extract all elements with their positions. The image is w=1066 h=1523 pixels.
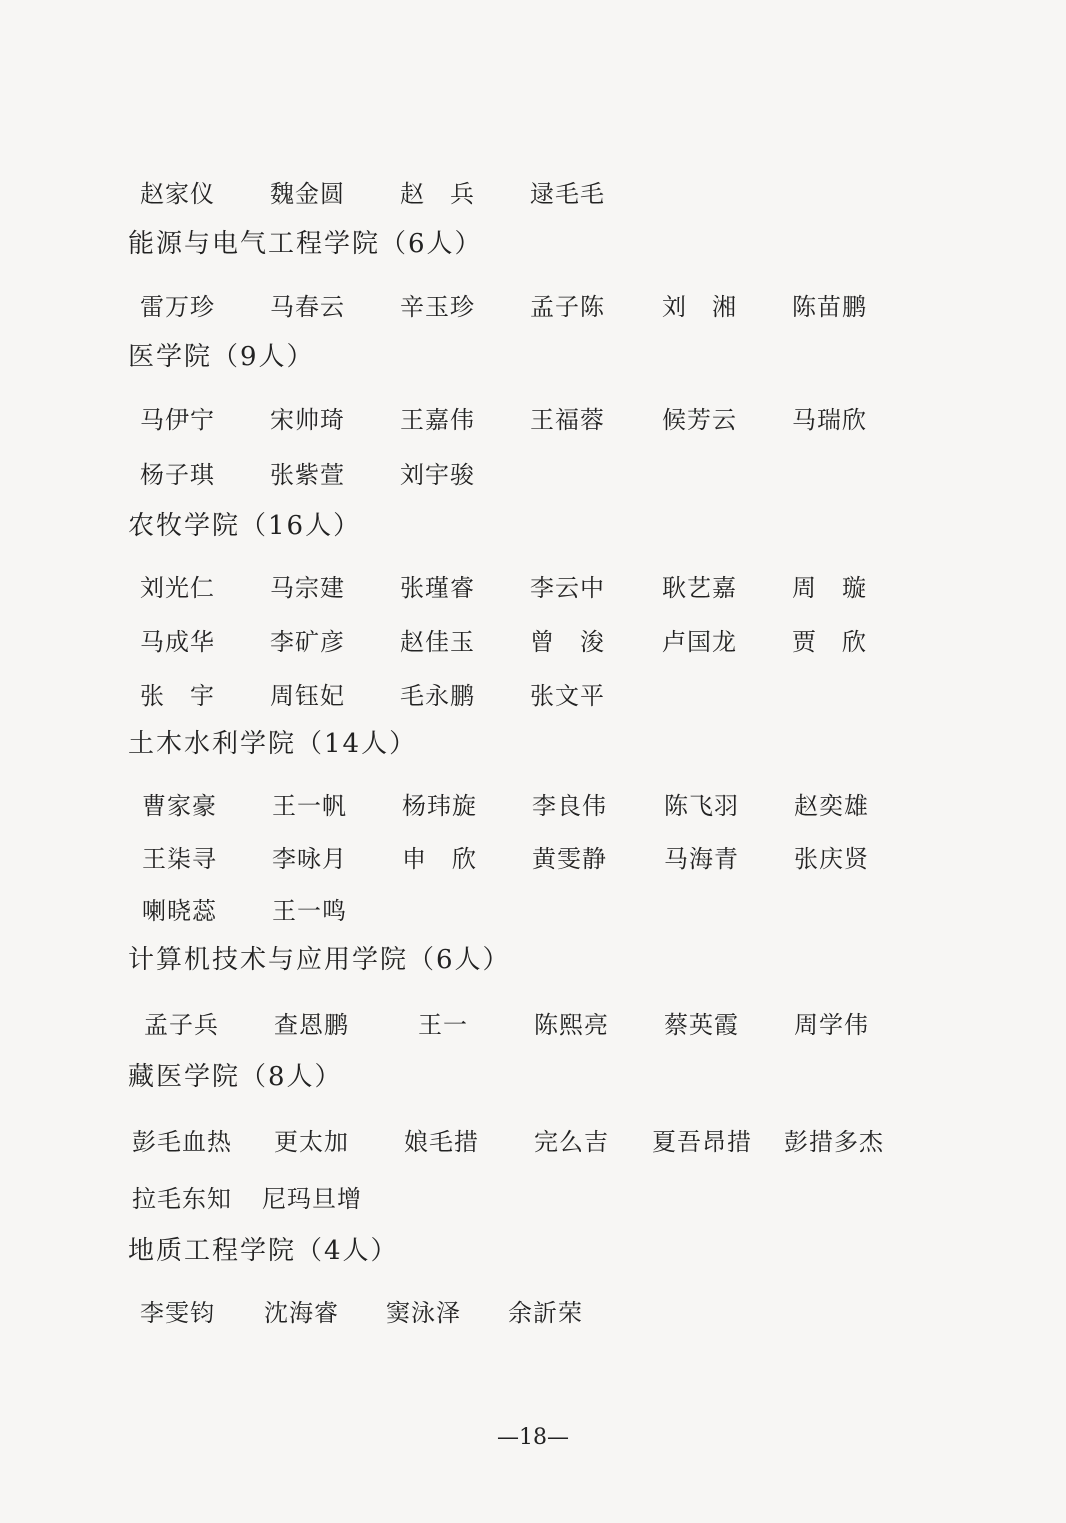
student-name: 娘毛措	[404, 1128, 479, 1156]
student-name: 申 欣	[402, 845, 477, 873]
student-name: 陈熙亮	[534, 1011, 609, 1039]
student-name: 张瑾睿	[400, 574, 475, 602]
student-name: 查恩鹏	[274, 1011, 349, 1039]
student-name: 逯毛毛	[530, 180, 605, 208]
student-name: 刘 湘	[662, 293, 737, 321]
student-name: 毛永鹏	[400, 682, 475, 710]
student-name: 马春云	[270, 293, 345, 321]
section-title: 医学院（9人）	[128, 342, 315, 372]
student-name: 窦泳泽	[386, 1299, 461, 1327]
student-name: 王一鸣	[272, 897, 347, 925]
student-name: 刘宇骏	[400, 461, 475, 489]
student-name: 雷万珍	[140, 293, 215, 321]
student-name: 张 宇	[140, 682, 215, 710]
student-name: 完么吉	[534, 1128, 609, 1156]
student-name: 李雯钧	[140, 1299, 215, 1327]
student-name: 杨玮旋	[402, 792, 477, 820]
student-name: 张庆贤	[794, 845, 869, 873]
student-name: 拉毛东知	[132, 1185, 232, 1213]
student-name: 赵 兵	[400, 180, 475, 208]
student-name: 王一	[418, 1011, 468, 1039]
student-name: 马成华	[140, 628, 215, 656]
student-name: 宋帅琦	[270, 406, 345, 434]
student-name: 王柒寻	[142, 845, 217, 873]
student-name: 马宗建	[270, 574, 345, 602]
student-name: 夏吾昂措	[652, 1128, 752, 1156]
student-name: 马海青	[664, 845, 739, 873]
student-name: 张紫萱	[270, 461, 345, 489]
student-name: 候芳云	[662, 406, 737, 434]
section-title: 土木水利学院（14人）	[128, 729, 418, 759]
student-name: 李矿彦	[270, 628, 345, 656]
student-name: 马伊宁	[140, 406, 215, 434]
student-name: 魏金圆	[270, 180, 345, 208]
student-name: 陈苗鹏	[792, 293, 867, 321]
student-name: 孟子陈	[530, 293, 605, 321]
student-name: 辛玉珍	[400, 293, 475, 321]
student-name: 卢国龙	[662, 628, 737, 656]
student-name: 周 璇	[792, 574, 867, 602]
student-name: 彭毛血热	[132, 1128, 232, 1156]
student-name: 马瑞欣	[792, 406, 867, 434]
student-name: 李咏月	[272, 845, 347, 873]
section-title: 能源与电气工程学院（6人）	[128, 229, 483, 259]
student-name: 李云中	[530, 574, 605, 602]
student-name: 曹家豪	[142, 792, 217, 820]
student-name: 黄雯静	[532, 845, 607, 873]
student-name: 陈飞羽	[664, 792, 739, 820]
student-name: 王一帆	[272, 792, 347, 820]
student-name: 李良伟	[532, 792, 607, 820]
student-name: 贾 欣	[792, 628, 867, 656]
student-name: 彭措多杰	[784, 1128, 884, 1156]
page-number: —18—	[497, 1425, 569, 1450]
section-title: 农牧学院（16人）	[128, 511, 362, 541]
student-name: 周钰妃	[270, 682, 345, 710]
student-name: 曾 浚	[530, 628, 605, 656]
student-name: 孟子兵	[144, 1011, 219, 1039]
student-name: 余訢荣	[508, 1299, 583, 1327]
student-name: 杨子琪	[140, 461, 215, 489]
student-name: 赵佳玉	[400, 628, 475, 656]
student-name: 赵家仪	[140, 180, 215, 208]
student-name: 更太加	[274, 1128, 349, 1156]
student-name: 周学伟	[794, 1011, 869, 1039]
student-name: 张文平	[530, 682, 605, 710]
section-title: 计算机技术与应用学院（6人）	[128, 945, 511, 975]
student-name: 刘光仁	[140, 574, 215, 602]
student-name: 蔡英霞	[664, 1011, 739, 1039]
student-name: 尼玛旦增	[262, 1185, 362, 1213]
student-name: 王嘉伟	[400, 406, 475, 434]
student-name: 王福蓉	[530, 406, 605, 434]
student-name: 沈海睿	[264, 1299, 339, 1327]
section-title: 藏医学院（8人）	[128, 1062, 343, 1092]
section-title: 地质工程学院（4人）	[128, 1236, 399, 1266]
student-name: 耿艺嘉	[662, 574, 737, 602]
student-name: 赵奕雄	[794, 792, 869, 820]
student-name: 喇晓蕊	[142, 897, 217, 925]
